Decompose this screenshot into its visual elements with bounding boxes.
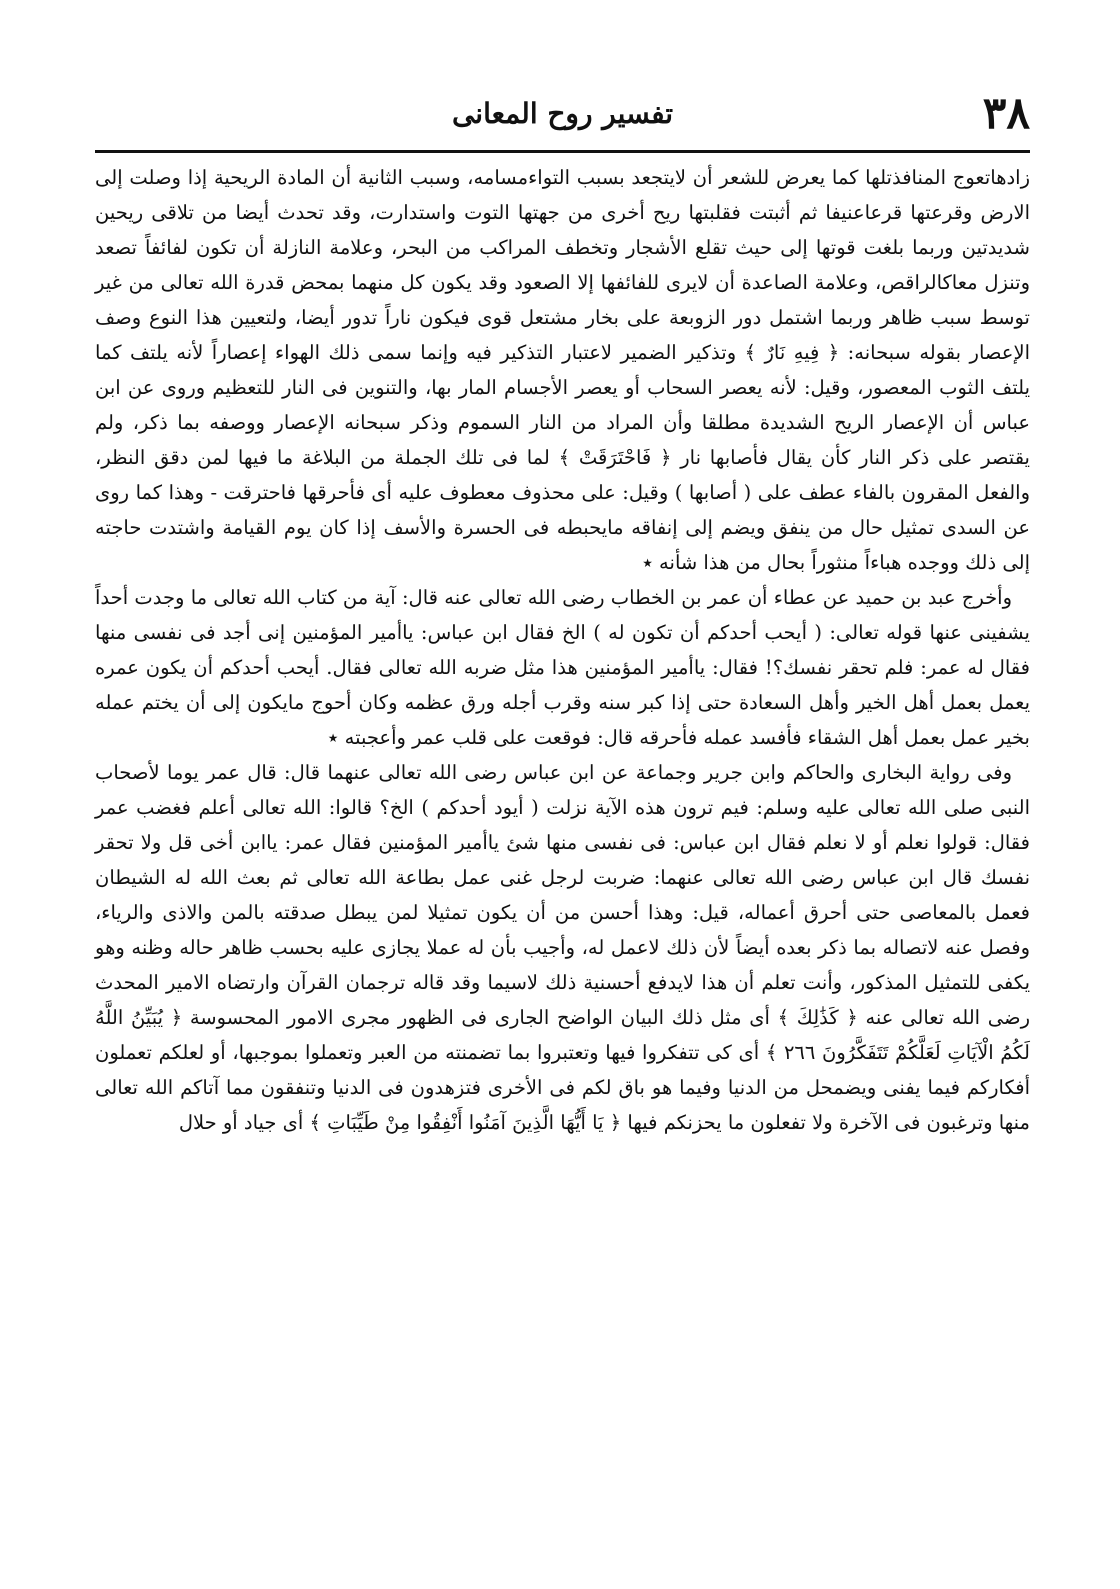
running-title: تفسير روح المعانى [451, 97, 674, 130]
paragraph-3: وفى رواية البخارى والحاكم وابن جرير وجماعة عن ابن عباس رضى الله تعالى عنهما قال: قال عمر يوما لأصحاب النبى صلى الله تعالى عليه وسلم: فيم ترون هذه الآية نزلت ( أيود أحدكم ) الخ؟ قالوا: الله تعالى أعلم فغضب عمر فقال: قولوا نعلم أو لا نعلم فقال ابن عباس: فى نفسى منها شئ ياأمير المؤمنين فقال عمر: ياابن أخى قل ولا تحقر نفسك قال ابن عباس رضى الله تعالى عنهما: ضربت لرجل غنى عمل بطاعة الله تعالى ثم بعث الله له الشيطان فعمل بالمعاصى حتى أحرق أعماله، قيل: وهذا أحسن من أن يكون تمثيلا لمن يبطل صدقته بالمن والاذى والرياء، وفصل عنه لاتصاله بما ذكر بعده أيضاً لأن ذلك لاعمل له، وأجيب بأن له عملا يجازى عليه بحسب ظاهر حاله وظنه وهو يكفى للتمثيل المذكور، وأنت تعلم أن هذا لايدفع أحسنية ذلك لاسيما وقد قاله ترجمان القرآن وارتضاه الامير المحدث رضى الله تعالى عنه ﴿ كَذَٰلِكَ ﴾ أى مثل ذلك البيان الواضح الجارى فى الظهور مجرى الامور المحسوسة ﴿ يُبَيِّنُ اللَّهُ لَكُمُ الْآيَاتِ لَعَلَّكُمْ تَتَفَكَّرُونَ ٢٦٦ ﴾ أى كى تتفكروا فيها وتعتبروا بما تضمنته من العبر وتعملوا بموجبها، أو لعلكم تعملون أفكاركم فيما يفنى ويضمحل من الدنيا وفيما هو باق لكم فى الأخرى فتزهدون فى الدنيا وتنفقون مما آتاكم الله تعالى منها وترغبون فى الآخرة ولا تفعلون ما يحزنكم فيها ﴿ يَا أَيُّهَا الَّذِينَ آمَنُوا أَنْفِقُوا مِنْ طَيِّبَاتِ ﴾ أى جياد أو حلال [95, 761, 1030, 1134]
header-rule [95, 150, 1030, 153]
paragraph-1: زادهاتعوج المنافذتلها كما يعرض للشعر أن لايتجعد بسبب التواءمسامه، وسبب الثانية أن المادة الريحية إذا وصلت إلى الارض وقرعتها قرعاعنيفا ثم أثبتت فقلبتها ريح أخرى من جهتها التوت واستدارت، وقد تحدث أيضا من تلاقى ريحين شديدتين وربما بلغت قوتها إلى حيث تقلع الأشجار وتخطف المراكب من البحر، وعلامة النازلة أن تكون لفائفاً تصعد وتنزل معاكالراقص، وعلامة الصاعدة أن لايرى للفائفها إلا الصعود وقد يكون كل منهما بمحض قدرة الله تعالى من غير توسط سبب ظاهر وربما اشتمل دور الزوبعة على بخار مشتعل قوى فيكون ناراً تدور أيضا، ولتعيين هذا النوع وصف الإعصار بقوله سبحانه: ﴿ فِيهِ نَارٌ ﴾ وتذكير الضمير لاعتبار التذكير فيه وإنما سمى ذلك الهواء إعصاراً لأنه يلتف كما يلتف الثوب المعصور، وقيل: لأنه يعصر السحاب أو يعصر الأجسام المار بها، والتنوين فى النار للتعظيم وروى عن ابن عباس أن الإعصار الريح الشديدة مطلقا وأن المراد من النار السموم وذكر سبحانه الإعصار ووصفه بما ذكر، ولم يقتصر على ذكر النار كأن يقال فأصابها نار ﴿ فَاحْتَرَقَتْ ﴾ لما فى تلك الجملة من البلاغة ما فيها لمن دقق النظر، والفعل المقرون بالفاء عطف على ( أصابها ) وقيل: على محذوف معطوف عليه أى فأحرقها فاحترقت - وهذا كما روى عن السدى تمثيل حال من ينفق ويضم إلى إنفاقه مايحبطه فى الحسرة والأسف إذا كان يوم القيامة واشتدت حاجته إلى ذلك ووجده هباءاً منثوراً بحال من هذا شأنه ٭ [95, 166, 1030, 574]
paragraph-2: وأخرج عبد بن حميد عن عطاء أن عمر بن الخطاب رضى الله تعالى عنه قال: آية من كتاب الله تعالى ما وجدت أحداً يشفينى عنها قوله تعالى: ( أيحب أحدكم أن تكون له ) الخ فقال ابن عباس: ياأمير المؤمنين إنى أجد فى نفسى منها فقال له عمر: فلم تحقر نفسك؟! فقال: ياأمير المؤمنين هذا مثل ضربه الله تعالى فقال. أيحب أحدكم أن يكون عمره يعمل بعمل أهل الخير وأهل السعادة حتى إذا كبر سنه وقرب أجله ورق عظمه وكان أحوج مايكون إلى أن يختم عمله بخير عمل بعمل أهل الشقاء فأفسد عمله فأحرقه قال: فوقعت على قلب عمر وأعجبته ٭ [95, 586, 1030, 749]
page-number: ٣٨ [982, 88, 1030, 139]
page-header [95, 84, 1030, 152]
body-text [95, 160, 1030, 1529]
